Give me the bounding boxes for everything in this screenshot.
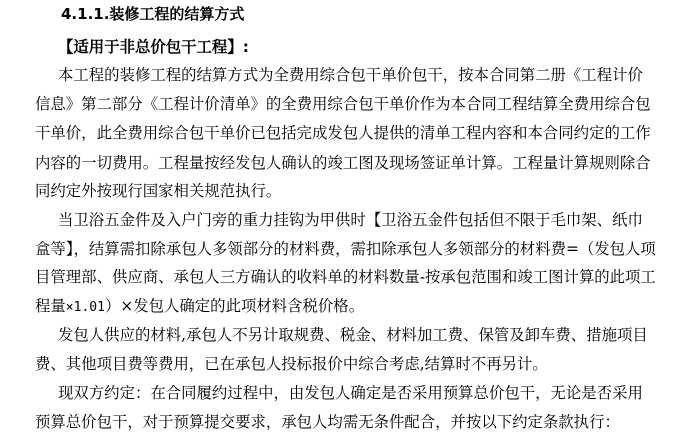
paragraph-2-line-4-part-c: ）×发包人确定的此项材料含税价格。 <box>104 297 365 315</box>
paragraph-2-line-1: 当卫浴五金件及入户门旁的重力挂钩为甲供时【卫浴五金件包括但不限于毛巾架、纸巾 <box>58 211 643 229</box>
section-subheading: 【适用于非总价包干工程】: <box>58 38 249 56</box>
paragraph-1-line-3: 干单价，此全费用综合包干单价已包括完成发包人提供的清单工程内容和本合同约定的工作 <box>35 124 651 142</box>
paragraph-3-line-1: 发包人供应的材料,承包人不另计取规费、税金、材料加工费、保管及卸车费、措施项目 <box>58 326 648 344</box>
paragraph-1-line-5: 同约定外按现行国家相关规范执行。 <box>35 182 282 200</box>
paragraph-1-line-1: 本工程的装修工程的结算方式为全费用综合包干单价包干，按本合同第二册《工程计价 <box>58 66 643 84</box>
paragraph-1-line-4: 内容的一切费用。工程量按经发包人确认的竣工图及现场签证单计算。工程量计算规则除合 <box>35 154 651 172</box>
paragraph-2-line-2: 盒等】，结算需扣除承包人多领部分的材料费，需扣除承包人多领部分的材料费=（发包人项 <box>35 240 656 258</box>
paragraph-4-line-1: 现双方约定：在合同履约过程中，由发包人确定是否采用预算总价包干，无论是否采用 <box>58 384 643 402</box>
paragraph-4-line-2: 预算总价包干，对于预算提交要求，承包人均需无条件配合，并按以下约定条款执行： <box>35 413 620 431</box>
paragraph-1-line-2: 信息》第二部分《工程计价清单》的全费用综合包干单价作为本合同工程结算全费用综合包 <box>35 95 651 113</box>
paragraph-2-line-3: 目管理部、供应商、承包人三方确认的收料单的材料数量-按承包范围和竣工图计算的此项工 <box>35 268 656 286</box>
section-heading: 4.1.1.装修工程的结算方式 <box>61 5 245 23</box>
paragraph-3-line-2: 费、其他项目费等费用，已在承包人投标报价中综合考虑,结算时不再另计。 <box>35 355 548 373</box>
paragraph-2-line-4-part-b: ×1.01 <box>65 300 105 315</box>
paragraph-2-line-4-part-a: 程量 <box>35 297 66 315</box>
paragraph-2-line-4 <box>35 296 364 318</box>
